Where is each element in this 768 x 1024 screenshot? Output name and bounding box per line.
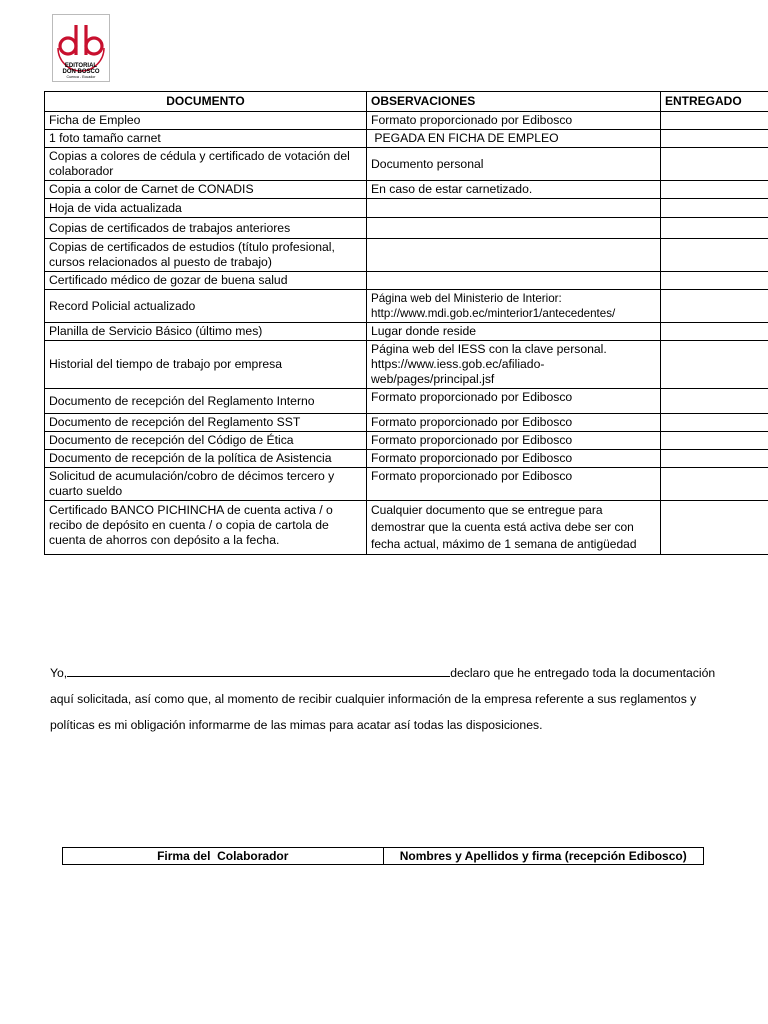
cell-entregado[interactable] [661, 432, 768, 450]
cell-entregado[interactable] [661, 468, 768, 501]
documents-table [44, 91, 768, 555]
table-row [45, 450, 768, 468]
cell-documento: Copias de certificados de trabajos anteriores [45, 218, 367, 239]
table-row [45, 181, 768, 199]
cell-entregado[interactable] [661, 323, 768, 341]
cell-documento: Copias de certificados de estudios (título profesional, cursos relacionados al puesto de trabajo) [45, 239, 367, 272]
cell-observaciones: Formato proporcionado por Edibosco [367, 468, 661, 501]
table-row [45, 389, 768, 414]
cell-entregado[interactable] [661, 341, 768, 389]
table-row [45, 272, 768, 290]
table-row [45, 341, 768, 389]
cell-documento: 1 foto tamaño carnet [45, 130, 367, 148]
cell-entregado[interactable] [661, 501, 768, 555]
cell-observaciones: Cualquier documento que se entregue para demostrar que la cuenta está activa debe ser con fecha actual, máximo de 1 semana de antigüedad [367, 501, 661, 555]
name-blank-line[interactable] [67, 662, 450, 677]
logo-name: EDITORIAL [64, 63, 98, 69]
cell-entregado[interactable] [661, 130, 768, 148]
cell-observaciones: Página web del IESS con la clave personal. https://www.iess.gob.ec/afiliado-web/pages/principal.jsf [367, 341, 661, 389]
cell-observaciones: Formato proporcionado por Edibosco [367, 432, 661, 450]
table-row [45, 432, 768, 450]
cell-documento: Planilla de Servicio Básico (último mes) [45, 323, 367, 341]
cell-documento: Certificado BANCO PICHINCHA de cuenta activa / o recibo de depósito en cuenta / o copia de cartola de cuenta de ahorros con depósito a la fecha. [45, 501, 367, 555]
header-documento: DOCUMENTO [45, 92, 367, 112]
table-header-row [45, 92, 768, 112]
header-observaciones: OBSERVACIONES [367, 92, 661, 112]
table-row [45, 148, 768, 181]
table-row [45, 112, 768, 130]
cell-entregado[interactable] [661, 112, 768, 130]
cell-entregado[interactable] [661, 148, 768, 181]
cell-documento: Certificado médico de gozar de buena salud [45, 272, 367, 290]
cell-documento: Record Policial actualizado [45, 290, 367, 323]
cell-documento: Documento de recepción del Reglamento SST [45, 414, 367, 432]
cell-documento: Documento de recepción del Reglamento Interno [45, 389, 367, 414]
logo-sub: DON BOSCO [62, 69, 100, 75]
table-row [45, 290, 768, 323]
cell-documento: Copia a color de Carnet de CONADIS [45, 181, 367, 199]
cell-entregado[interactable] [661, 218, 768, 239]
cell-documento: Documento de recepción de la política de Asistencia [45, 450, 367, 468]
declaration-paragraph [50, 660, 730, 738]
logo-location: Cuenca - Ecuador [66, 75, 96, 79]
signature-collaborator[interactable]: Firma del Colaborador [63, 848, 384, 865]
declaration-prefix: Yo, [50, 666, 68, 680]
table-row [45, 414, 768, 432]
cell-documento: Historial del tiempo de trabajo por empresa [45, 341, 367, 389]
cell-observaciones: Documento personal [367, 148, 661, 181]
cell-observaciones: Lugar donde reside [367, 323, 661, 341]
declaration-text: declaro que he entregado toda la documentación aquí solicitada, así como que, al momento de recibir cualquier información de la empresa referente a sus reglamentos y políticas es mi obligación informarme de las mimas para acatar así todas las disposiciones. [50, 666, 716, 732]
cell-observaciones [367, 239, 661, 272]
cell-observaciones: Formato proporcionado por Edibosco [367, 389, 661, 414]
cell-observaciones: En caso de estar carnetizado. [367, 181, 661, 199]
table-row [45, 218, 768, 239]
cell-observaciones: Página web del Ministerio de Interior: http://www.mdi.gob.ec/minterior1/antecedentes/ [367, 290, 661, 323]
cell-observaciones: PEGADA EN FICHA DE EMPLEO [367, 130, 661, 148]
cell-entregado[interactable] [661, 389, 768, 414]
header-entregado: ENTREGADO [661, 92, 768, 112]
cell-documento: Solicitud de acumulación/cobro de décimos tercero y cuarto sueldo [45, 468, 367, 501]
table-row [45, 323, 768, 341]
cell-documento: Documento de recepción del Código de Ética [45, 432, 367, 450]
cell-documento: Copias a colores de cédula y certificado de votación del colaborador [45, 148, 367, 181]
cell-observaciones: Formato proporcionado por Edibosco [367, 450, 661, 468]
table-row [45, 468, 768, 501]
table-row [45, 239, 768, 272]
table-row [45, 130, 768, 148]
signature-table [62, 847, 704, 865]
cell-entregado[interactable] [661, 181, 768, 199]
table-row [45, 501, 768, 555]
cell-observaciones [367, 199, 661, 218]
cell-entregado[interactable] [661, 450, 768, 468]
cell-entregado[interactable] [661, 199, 768, 218]
cell-entregado[interactable] [661, 414, 768, 432]
cell-observaciones: Formato proporcionado por Edibosco [367, 414, 661, 432]
cell-entregado[interactable] [661, 290, 768, 323]
cell-observaciones: Formato proporcionado por Edibosco [367, 112, 661, 130]
cell-observaciones [367, 272, 661, 290]
cell-observaciones [367, 218, 661, 239]
cell-entregado[interactable] [661, 272, 768, 290]
signature-edibosco[interactable]: Nombres y Apellidos y firma (recepción Edibosco) [383, 848, 704, 865]
cell-entregado[interactable] [661, 239, 768, 272]
table-row [45, 199, 768, 218]
editorial-logo [52, 14, 110, 82]
cell-documento: Ficha de Empleo [45, 112, 367, 130]
cell-documento: Hoja de vida actualizada [45, 199, 367, 218]
